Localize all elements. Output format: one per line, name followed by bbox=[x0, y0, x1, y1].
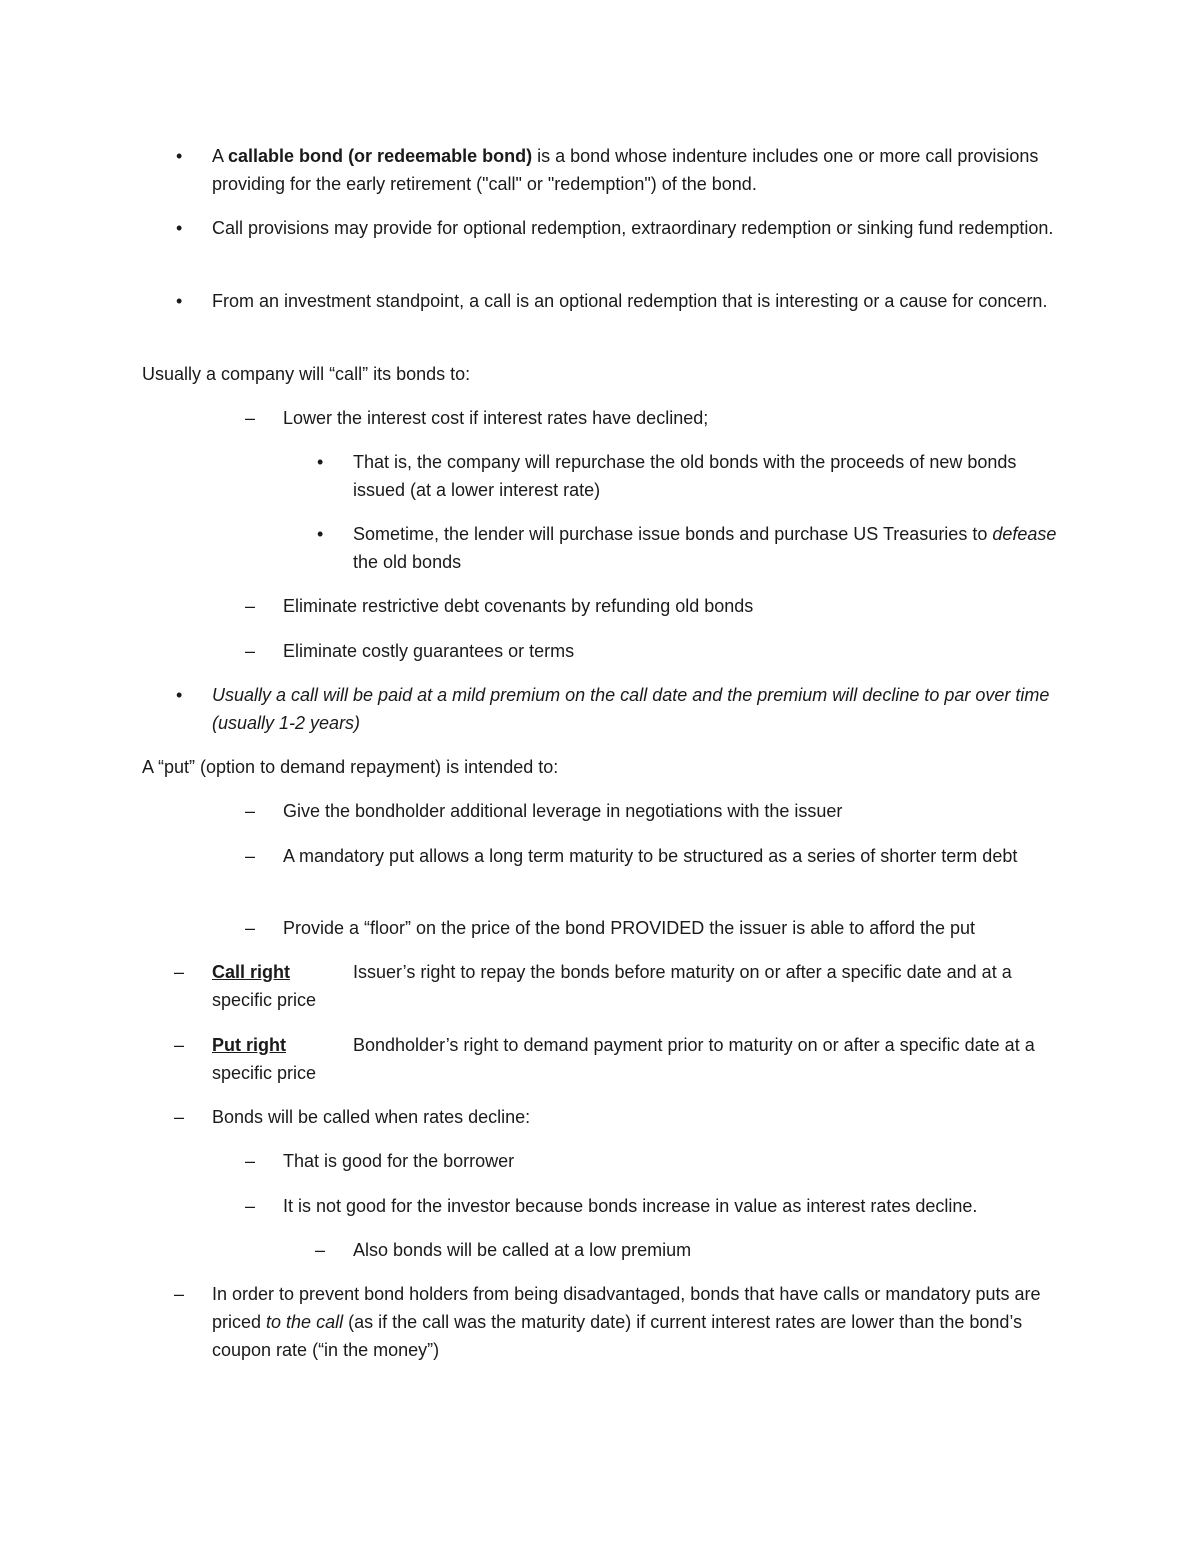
item-text bbox=[353, 448, 1073, 504]
text-run: (or redeemable bond) bbox=[348, 146, 533, 166]
text-run: Call provisions may provide for optional redemption, extraordinary redemption or sinking fund redemption. bbox=[212, 218, 1054, 238]
text-run: It is not good for the investor because bonds increase in value as interest rates decline. bbox=[283, 1196, 978, 1216]
text-run: Eliminate restrictive debt covenants by refunding old bonds bbox=[283, 596, 754, 616]
term-label: Put right bbox=[212, 1035, 286, 1055]
text-run: A “put” (option to demand repayment) is intended to: bbox=[142, 757, 559, 777]
dash-icon: – bbox=[245, 1196, 256, 1216]
dash-item-eliminate-covenants bbox=[245, 592, 1073, 620]
item-text bbox=[283, 842, 1073, 870]
bullet-item-call-provisions bbox=[176, 214, 1072, 242]
text-run: callable bond bbox=[228, 146, 344, 166]
text-run: That is good for the borrower bbox=[283, 1151, 515, 1171]
item-text bbox=[212, 142, 1072, 198]
text-run: That is, the company will repurchase the old bonds with the proceeds of new bonds issued (at a lower interest rate) bbox=[353, 452, 1017, 500]
item-text bbox=[353, 1236, 1073, 1264]
item-text bbox=[212, 1103, 1072, 1131]
item-text bbox=[212, 681, 1072, 737]
bullet-icon: • bbox=[176, 218, 183, 238]
dash-icon: – bbox=[245, 408, 256, 428]
text-run: Issuer’s right to repay the bonds before maturity on or after a specific date and at a specific price bbox=[212, 962, 1012, 1010]
dash-icon: – bbox=[174, 1284, 185, 1304]
text-run: Provide a “floor” on the price of the bond PROVIDED the issuer is able to afford the put bbox=[283, 918, 976, 938]
dash-icon: – bbox=[174, 962, 185, 982]
definition-call-right bbox=[174, 958, 1072, 1014]
item-text bbox=[212, 958, 1072, 1014]
text-run: is a bond whose indenture includes one or more call provisions providing for the early retirement ("call" or "redemption") of the bond. bbox=[212, 146, 1039, 194]
dash-icon: – bbox=[245, 801, 256, 821]
item-text bbox=[283, 914, 1073, 942]
text-run: A bbox=[212, 146, 229, 166]
item-text bbox=[142, 753, 1072, 781]
text-run: Usually a company will “call” its bonds to: bbox=[142, 364, 471, 384]
dash-item-price-floor bbox=[245, 914, 1073, 942]
item-text bbox=[353, 520, 1073, 576]
item-text bbox=[212, 1031, 1072, 1087]
dash-item-not-good-for-investor bbox=[245, 1192, 1073, 1220]
item-text bbox=[283, 1192, 1073, 1220]
dash-item-priced-to-call bbox=[174, 1280, 1072, 1364]
bullet-item-call-premium bbox=[176, 681, 1072, 737]
item-text bbox=[212, 287, 1072, 315]
text-run: the old bonds bbox=[353, 552, 462, 572]
text-run: Also bonds will be called at a low premium bbox=[353, 1240, 692, 1260]
dash-icon: – bbox=[245, 918, 256, 938]
item-text bbox=[283, 1147, 1073, 1175]
item-text bbox=[212, 1280, 1072, 1364]
text-run: (as if the call was the maturity date) if current interest rates are lower than the bond’s coupon rate (“in the money”) bbox=[212, 1312, 1023, 1360]
text-run: A mandatory put allows a long term maturity to be structured as a series of shorter term debt bbox=[283, 846, 1018, 866]
text-run: defease bbox=[992, 524, 1057, 544]
term-label: Call right bbox=[212, 962, 291, 982]
dash-icon: – bbox=[245, 1151, 256, 1171]
text-run: to the call bbox=[266, 1312, 344, 1332]
text-run: Lower the interest cost if interest rates have declined; bbox=[283, 408, 709, 428]
dash-item-low-premium bbox=[315, 1236, 1073, 1264]
item-text bbox=[283, 592, 1073, 620]
paragraph-company-call-bonds bbox=[142, 360, 1072, 388]
dash-icon: – bbox=[174, 1035, 185, 1055]
item-text bbox=[283, 637, 1073, 665]
bullet-icon: • bbox=[176, 291, 183, 311]
dash-item-lower-interest-cost bbox=[245, 404, 1073, 432]
text-run: Sometime, the lender will purchase issue bonds and purchase US Treasuries to bbox=[353, 524, 993, 544]
item-text bbox=[283, 404, 1073, 432]
dash-icon: – bbox=[245, 846, 256, 866]
bullet-icon: • bbox=[176, 146, 183, 166]
bullet-item-defease-old-bonds bbox=[317, 520, 1073, 576]
bullet-item-callable-bond bbox=[176, 142, 1072, 198]
text-run: From an investment standpoint, a call is an optional redemption that is interesting or a cause for concern. bbox=[212, 291, 1048, 311]
item-text bbox=[142, 360, 1072, 388]
item-text bbox=[283, 797, 1073, 825]
dash-item-good-for-borrower bbox=[245, 1147, 1073, 1175]
dash-icon: – bbox=[245, 641, 256, 661]
bullet-item-investment-standpoint bbox=[176, 287, 1072, 315]
dash-icon: – bbox=[174, 1107, 185, 1127]
text-run: In order to prevent bond holders from being disadvantaged, bonds that have calls or mandatory puts are priced bbox=[212, 1284, 1041, 1332]
dash-item-bondholder-leverage bbox=[245, 797, 1073, 825]
dash-icon: – bbox=[315, 1240, 326, 1260]
bullet-icon: • bbox=[317, 452, 324, 472]
bullet-icon: • bbox=[176, 685, 183, 705]
text-run: Bondholder’s right to demand payment prior to maturity on or after a specific date at a specific price bbox=[212, 1035, 1035, 1083]
dash-item-called-when-rates-decline bbox=[174, 1103, 1072, 1131]
bullet-item-repurchase-old-bonds bbox=[317, 448, 1073, 504]
text-run: Bonds will be called when rates decline: bbox=[212, 1107, 531, 1127]
dash-item-mandatory-put bbox=[245, 842, 1073, 870]
bullet-icon: • bbox=[317, 524, 324, 544]
dash-item-eliminate-guarantees bbox=[245, 637, 1073, 665]
item-text bbox=[212, 214, 1072, 242]
text-run: Usually a call will be paid at a mild premium on the call date and the premium will decline to par over time (usually 1-2 years) bbox=[212, 685, 1050, 733]
definition-put-right bbox=[174, 1031, 1072, 1087]
text-run: Give the bondholder additional leverage in negotiations with the issuer bbox=[283, 801, 843, 821]
text-run: Eliminate costly guarantees or terms bbox=[283, 641, 575, 661]
paragraph-put-intended bbox=[142, 753, 1072, 781]
dash-icon: – bbox=[245, 596, 256, 616]
